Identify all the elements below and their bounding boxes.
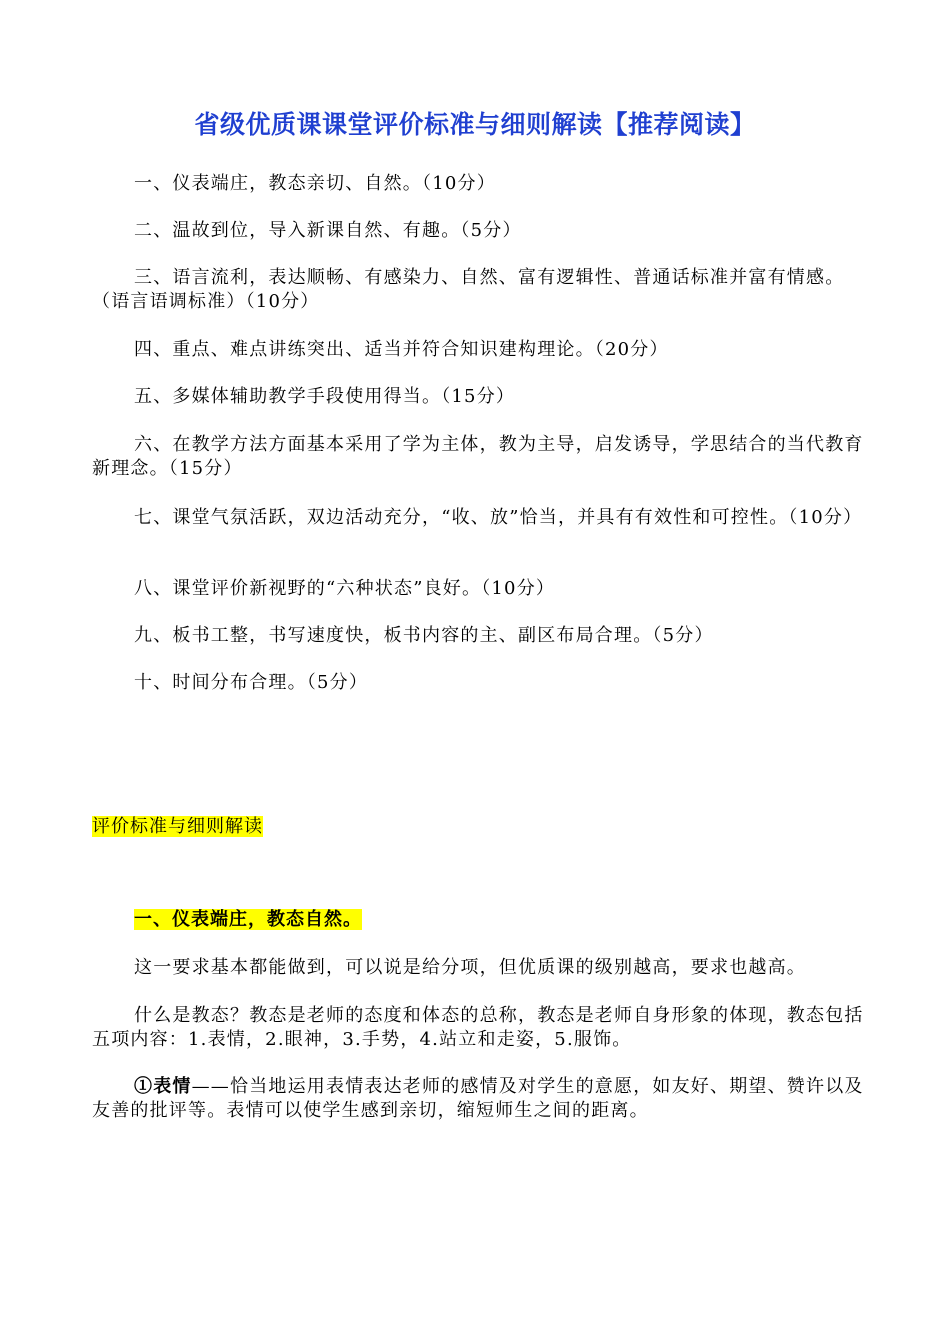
criterion-9: 九、板书工整，书写速度快，板书内容的主、副区布局合理。（5分）	[134, 625, 714, 646]
criterion-6: 六、在教学方法方面基本采用了学为主体，教为主导，启发诱导，学思结合的当代教育新理念。（15分）	[92, 434, 864, 479]
section-label	[92, 815, 263, 839]
criterion-10: 十、时间分布合理。（5分）	[134, 672, 369, 693]
paragraph-3-text: ——恰当地运用表情表达老师的感情及对学生的意愿，如友好、期望、赞许以及友善的批评等。表情可以使学生感到亲切，缩短师生之间的距离。	[92, 1076, 864, 1121]
section-label-text: 评价标准与细则解读	[92, 816, 263, 837]
sub-heading	[134, 908, 362, 932]
paragraph-3	[92, 1075, 872, 1123]
paragraph-3-term: ①表情	[134, 1076, 192, 1097]
criterion-2: 二、温故到位，导入新课自然、有趣。（5分）	[134, 220, 522, 241]
criterion-7: 七、课堂气氛活跃，双边活动充分，“收、放”恰当，并具有有效性和可控性。（10分）	[134, 507, 863, 528]
document-title: 省级优质课课堂评价标准与细则解读【推荐阅读】	[194, 110, 756, 139]
criterion-4: 四、重点、难点讲练突出、适当并符合知识建构理论。（20分）	[134, 339, 669, 360]
paragraph-1: 这一要求基本都能做到，可以说是给分项，但优质课的级别越高，要求也越高。	[134, 957, 806, 978]
criterion-3: 三、语言流利，表达顺畅、有感染力、自然、富有逻辑性、普通话标准并富有情感。（语言语调标准）（10分）	[92, 267, 845, 312]
criterion-5: 五、多媒体辅助教学手段使用得当。（15分）	[134, 386, 516, 407]
sub-heading-text: 一、仪表端庄，教态自然。	[134, 909, 362, 930]
paragraph-2: 什么是教态？教态是老师的态度和体态的总称，教态是老师自身形象的体现，教态包括五项内容：1.表情，2.眼神，3.手势，4.站立和走姿，5.服饰。	[92, 1005, 864, 1050]
criterion-1: 一、仪表端庄，教态亲切、自然。（10分）	[134, 173, 496, 194]
criterion-8: 八、课堂评价新视野的“六种状态”良好。（10分）	[134, 578, 556, 599]
